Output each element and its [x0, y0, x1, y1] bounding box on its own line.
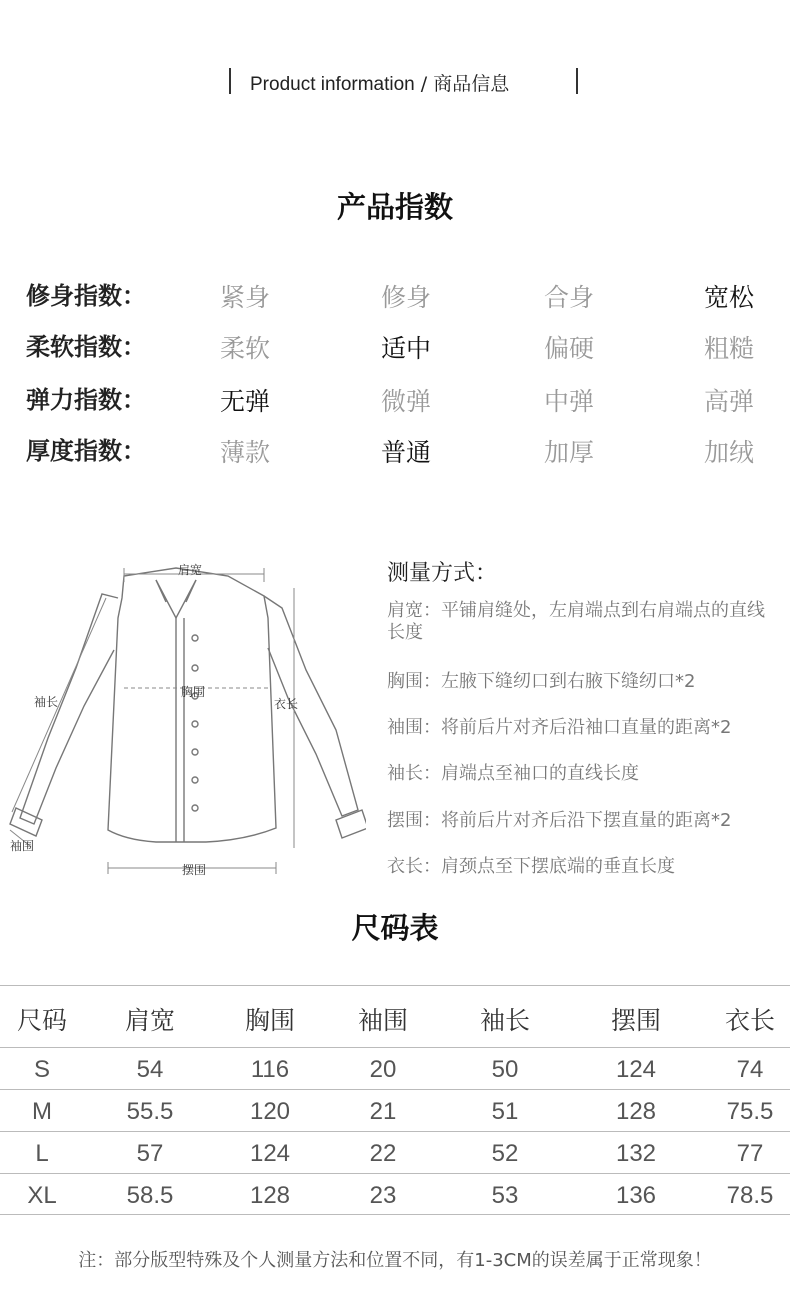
product-index-title: 产品指数 — [336, 190, 453, 224]
measurement-method — [387, 556, 782, 877]
index-row-label: 弹力指数： — [26, 386, 146, 414]
size-table-cell: 54 — [136, 1056, 164, 1083]
size-table-cell: 128 — [249, 1182, 291, 1209]
size-table-header-cell: 袖长 — [479, 1006, 530, 1035]
size-table-cell: 57 — [136, 1140, 164, 1167]
index-option: 合身 — [544, 283, 595, 312]
garment-measurement-diagram — [6, 558, 366, 888]
index-row — [0, 429, 790, 469]
index-option: 偏硬 — [544, 334, 595, 363]
size-table-row — [0, 1131, 790, 1173]
size-table-header-cell: 胸围 — [244, 1006, 295, 1035]
size-table-cell: 21 — [369, 1098, 397, 1125]
size-table-header-cell: 摆围 — [610, 1006, 661, 1035]
diagram-label-length: 衣长 — [274, 697, 299, 711]
index-option: 加绒 — [704, 438, 755, 467]
measurement-error-note: 注：部分版型特殊及个人测量方法和位置不同，有1-3CM的误差属于正常现象！ — [78, 1250, 712, 1271]
index-option: 高弹 — [704, 387, 755, 416]
size-table-row — [0, 1173, 790, 1215]
size-table-cell: 78.5 — [726, 1182, 774, 1209]
index-row-label: 修身指数： — [26, 282, 146, 310]
size-table-cell: 128 — [615, 1098, 657, 1125]
size-table-header-cell: 衣长 — [724, 1006, 775, 1035]
index-row — [0, 274, 790, 314]
size-table-cell: 51 — [491, 1098, 519, 1125]
size-table-cell: L — [35, 1140, 49, 1167]
size-table-row — [0, 1047, 790, 1089]
diagram-label-cuff: 袖围 — [10, 839, 35, 853]
measurement-item: 袖长：肩端点至袖口的直线长度 — [387, 763, 639, 784]
measurement-title: 测量方式： — [387, 561, 498, 586]
product-info-header — [0, 64, 790, 98]
size-table-header-row — [0, 985, 790, 1047]
size-table-cell: 116 — [250, 1056, 290, 1083]
index-option-selected: 普通 — [381, 438, 432, 467]
index-row-label: 柔软指数： — [26, 333, 146, 361]
size-table-cell: 55.5 — [126, 1098, 174, 1125]
measurement-item: 胸围：左腋下缝纫口到右腋下缝纫口*2 — [387, 671, 696, 692]
size-table-cell: 77 — [736, 1140, 764, 1167]
header-separator: / — [414, 73, 434, 95]
size-table-cell: 22 — [369, 1140, 397, 1167]
measurement-item: 摆围：将前后片对齐后沿下摆直量的距离*2 — [387, 810, 732, 831]
size-table-cell: 20 — [369, 1056, 397, 1083]
index-option: 柔软 — [220, 334, 271, 363]
header-title-en: Product information — [250, 74, 415, 95]
size-table-cell: 52 — [491, 1140, 519, 1167]
size-table-cell: XL — [27, 1182, 57, 1209]
size-table-cell: 136 — [615, 1182, 657, 1209]
size-table-cell: 124 — [249, 1140, 291, 1167]
index-option: 加厚 — [544, 438, 595, 467]
index-option: 紧身 — [220, 283, 271, 312]
index-option: 微弹 — [381, 387, 432, 416]
index-option: 粗糙 — [704, 334, 755, 363]
size-table-row — [0, 1089, 790, 1131]
header-left-bar — [229, 68, 231, 94]
size-table-cell: 75.5 — [726, 1098, 774, 1125]
index-option: 修身 — [381, 283, 432, 312]
size-table-cell: 132 — [615, 1140, 657, 1167]
size-table-cell: 120 — [249, 1098, 291, 1125]
size-table-cell: S — [33, 1056, 50, 1083]
size-table-cell: 74 — [736, 1056, 764, 1083]
header-text — [250, 69, 509, 96]
size-table-header-cell: 肩宽 — [124, 1006, 175, 1035]
diagram-label-chest: 胸围 — [181, 685, 206, 699]
measurement-item: 袖围：将前后片对齐后沿袖口直量的距离*2 — [387, 717, 732, 738]
measurement-item: 衣长：肩颈点至下摆底端的垂直长度 — [387, 856, 675, 877]
shirt-drawing — [6, 558, 366, 888]
header-right-bar — [576, 68, 578, 94]
size-table-cell: 58.5 — [126, 1182, 174, 1209]
index-option-selected: 宽松 — [704, 283, 755, 312]
index-row — [0, 325, 790, 365]
size-table-cell: 53 — [491, 1182, 519, 1209]
index-option: 薄款 — [220, 438, 271, 467]
diagram-label-shoulder: 肩宽 — [178, 563, 203, 577]
size-table-header-cell: 袖围 — [357, 1006, 408, 1035]
size-table-cell: M — [32, 1098, 52, 1125]
index-option-selected: 无弹 — [220, 387, 271, 416]
size-table-cell: 23 — [369, 1182, 397, 1209]
index-row — [0, 378, 790, 418]
size-chart-title: 尺码表 — [351, 911, 439, 945]
index-row-label: 厚度指数： — [26, 437, 146, 465]
size-table-header-cell: 尺码 — [16, 1006, 67, 1035]
header-title-zh: 商品信息 — [433, 73, 510, 95]
index-option: 中弹 — [544, 387, 595, 416]
measurement-item: 肩宽：平铺肩缝处，左肩端点到右肩端点的直线长度 — [387, 600, 765, 643]
size-table-cell: 124 — [615, 1056, 657, 1083]
index-option-selected: 适中 — [381, 334, 432, 363]
diagram-label-hem: 摆围 — [182, 863, 207, 877]
diagram-label-sleeve-length: 袖长 — [34, 695, 59, 709]
size-table-cell: 50 — [491, 1056, 519, 1083]
